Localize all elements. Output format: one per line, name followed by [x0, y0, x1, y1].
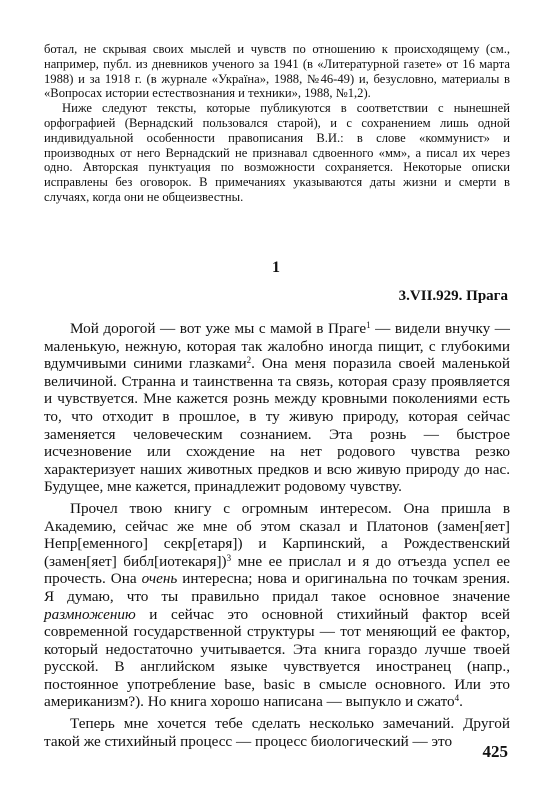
letter-paragraph-2: [44, 500, 510, 711]
letter-text: . Она меня поразила своей маленькой величиной. Странна и таинственна та связь, которая сразу проявляется и чувствуется. Мне кажется рознь между кровными поколениями есть то, что отходит в прошлое, в ту живую природу, которая сейчас заменяется человеческим сознанием. Эта рознь — быстрое исчезновение или схождение на нет родового чувства резко характеризует наших животных предков и всю живую природу до нас. Будущее, мне кажется, принадлежит родовому чувству.: [44, 355, 510, 496]
footnote-marker: 1: [366, 320, 371, 330]
page-number: 425: [482, 742, 508, 761]
italic-emphasis: очень: [141, 570, 178, 588]
letter-text: .: [459, 693, 463, 711]
letter-text: мне ее прислал и я до отъезда успел ее прочесть. Она: [44, 552, 510, 588]
letter-text: интересна; нова и оригинальна по точкам зрения. Я думаю, что ты правильно придал такое основное значение: [44, 570, 510, 605]
letter-text: Мой дорогой — вот уже мы с мамой в Праге: [70, 320, 367, 337]
footnote-marker: 2: [246, 355, 252, 366]
intro-paragraph-1: ботал, не скрывая своих мыслей и чувств по отношению к происходящему (см., например, публ. из дневников ученого за 1941 (в «Литературной газете» от 16 марта 1988) и за 1918 г. (в журнале «Україна», 1988, №46-49) и, безусловно, материалы в «Вопросах истории естествознания и техники», 1988, №1,2).: [44, 42, 510, 101]
letter-text: — видели внучку — маленькую, нежную, которая так жалобно иногда пищит, с глубокими вдумчивыми синими глазками: [44, 320, 510, 373]
footnote-marker: 4: [454, 693, 460, 704]
letter-body: [44, 320, 510, 750]
italic-emphasis: размножению: [44, 605, 136, 623]
intro-paragraph-2: Ниже следуют тексты, которые публикуются в соответствии с нынешней орфографией (Вернадский пользовался старой), и с сохранением лишь одной индивидуальной особенности правописания В.И.: в слове «коммунист» и производных от него Вернадский не признавал сдвоенного «мм», а писал их через одно. Авторская пунктуация по возможности сохраняется. Некоторые описки исправлены без оговорок. В примечаниях указываются даты жизни и смерти в случаях, когда они не общеизвестны.: [44, 101, 510, 204]
intro-section: [44, 42, 510, 205]
letter-text: Прочел твою книгу с огромным интересом. Она пришла в Академию, сейчас же мне об этом сказал и Платонов (замен[яет] Непр[еменного] секр[етаря]) и Карпинский, а Рождественский (замен[яет] библ[иотекаря]): [44, 499, 510, 570]
letter-paragraph-1: [44, 320, 510, 496]
letter-paragraph-3: Теперь мне хочется тебе сделать несколько замечаний. Другой такой же стихийный процесс — процесс биологический — это: [44, 715, 510, 750]
letter-text: и сейчас это основной стихийный фактор всей современной государственной структуры — тот меняющий ее фактор, который недостаточно учитывается. Эта книга гораздо лучше твоей русской. В английском языке чувствуется иностранец (напр., постоянное употребление base, basic в смысле основного. Или это американизм?). Но книга хорошо написана — выпукло и сжато: [44, 605, 510, 711]
letter-number: 1: [272, 259, 280, 276]
letter-dateline: 3.VII.929. Прага: [398, 288, 508, 304]
footnote-marker: 3: [226, 552, 232, 563]
